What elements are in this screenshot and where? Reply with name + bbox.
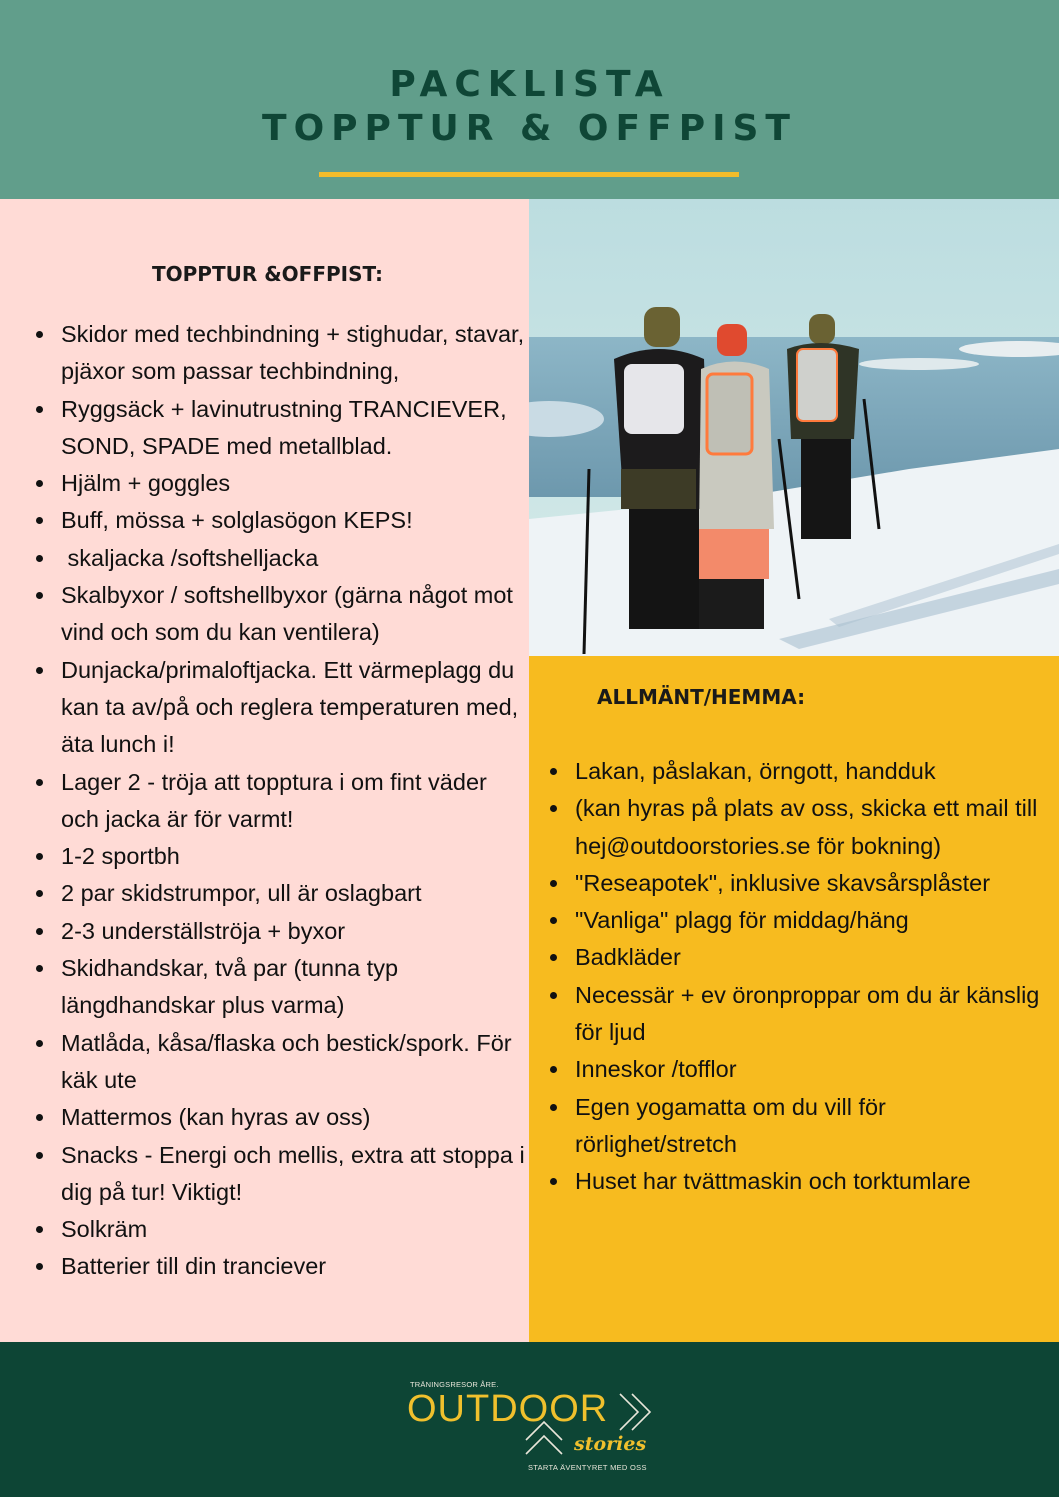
list-item: Egen yogamatta om du vill för rörlighet/stretch	[549, 1089, 1049, 1164]
page-title-line-2: TOPPTUR & OFFPIST	[262, 108, 797, 149]
list-item: Skidor med techbindning + stighudar, stavar, pjäxor som passar techbindning,	[35, 316, 525, 391]
list-item: "Reseapotek", inklusive skavsårsplåster	[549, 865, 1049, 902]
header-banner	[0, 0, 1059, 199]
left-section-heading: TOPPTUR &OFFPIST:	[152, 262, 384, 286]
list-item: 2 par skidstrumpor, ull är oslagbart	[35, 875, 525, 912]
logo-script-text: stories	[574, 1433, 647, 1455]
list-item: Ryggsäck + lavinutrustning TRANCIEVER, SOND, SPADE med metallblad.	[35, 391, 525, 466]
logo-brand-text: OUTDOOR	[407, 1388, 609, 1430]
list-item: Badkläder	[549, 939, 1049, 976]
distant-mountain	[859, 358, 979, 370]
title-underline	[319, 172, 739, 177]
ski-touring-photo	[529, 199, 1059, 656]
outdoor-stories-logo	[398, 1378, 668, 1478]
list-item: Skalbyxor / softshellbyxor (gärna något mot vind och som du kan ventilera)	[35, 577, 525, 652]
list-item: 2-3 underställströja + byxor	[35, 913, 525, 950]
photo-illustration	[529, 199, 1059, 656]
right-section-heading: ALLMÄNT/HEMMA:	[597, 685, 806, 709]
list-item: Buff, mössa + solglasögon KEPS!	[35, 502, 525, 539]
list-item: Skidhandskar, två par (tunna typ längdhandskar plus varma)	[35, 950, 525, 1025]
list-item: (kan hyras på plats av oss, skicka ett mail till hej@outdoorstories.se för bokning)	[549, 790, 1049, 865]
list-item: Mattermos (kan hyras av oss)	[35, 1099, 525, 1136]
list-item: Inneskor /tofflor	[549, 1051, 1049, 1088]
list-item: Lakan, påslakan, örngott, handduk	[549, 753, 1049, 790]
list-item: Solkräm	[35, 1211, 525, 1248]
logo-tagline: STARTA ÄVENTYRET MED OSS	[528, 1463, 647, 1472]
list-item: "Vanliga" plagg för middag/häng	[549, 902, 1049, 939]
list-item: Huset har tvättmaskin och torktumlare	[549, 1163, 1049, 1200]
list-item: Dunjacka/primaloftjacka. Ett värmeplagg du kan ta av/på och reglera temperaturen med, äta lunch i!	[35, 652, 525, 764]
list-item: Batterier till din tranciever	[35, 1248, 525, 1285]
right-packing-list	[549, 753, 1049, 1201]
list-item: Snacks - Energi och mellis, extra att stoppa i dig på tur! Viktigt!	[35, 1137, 525, 1212]
list-item: Hjälm + goggles	[35, 465, 525, 502]
list-item: 1-2 sportbh	[35, 838, 525, 875]
page-title-line-1: PACKLISTA	[389, 64, 670, 105]
list-item: Matlåda, kåsa/flaska och bestick/spork. För käk ute	[35, 1025, 525, 1100]
list-item: Necessär + ev öronproppar om du är känslig för ljud	[549, 977, 1049, 1052]
list-item: skaljacka /softshelljacka	[35, 540, 525, 577]
logo-top-text: TRÄNINGSRESOR ÅRE.	[410, 1380, 499, 1389]
left-packing-list	[35, 316, 525, 1286]
list-item: Lager 2 - tröja att topptura i om fint väder och jacka är för varmt!	[35, 764, 525, 839]
